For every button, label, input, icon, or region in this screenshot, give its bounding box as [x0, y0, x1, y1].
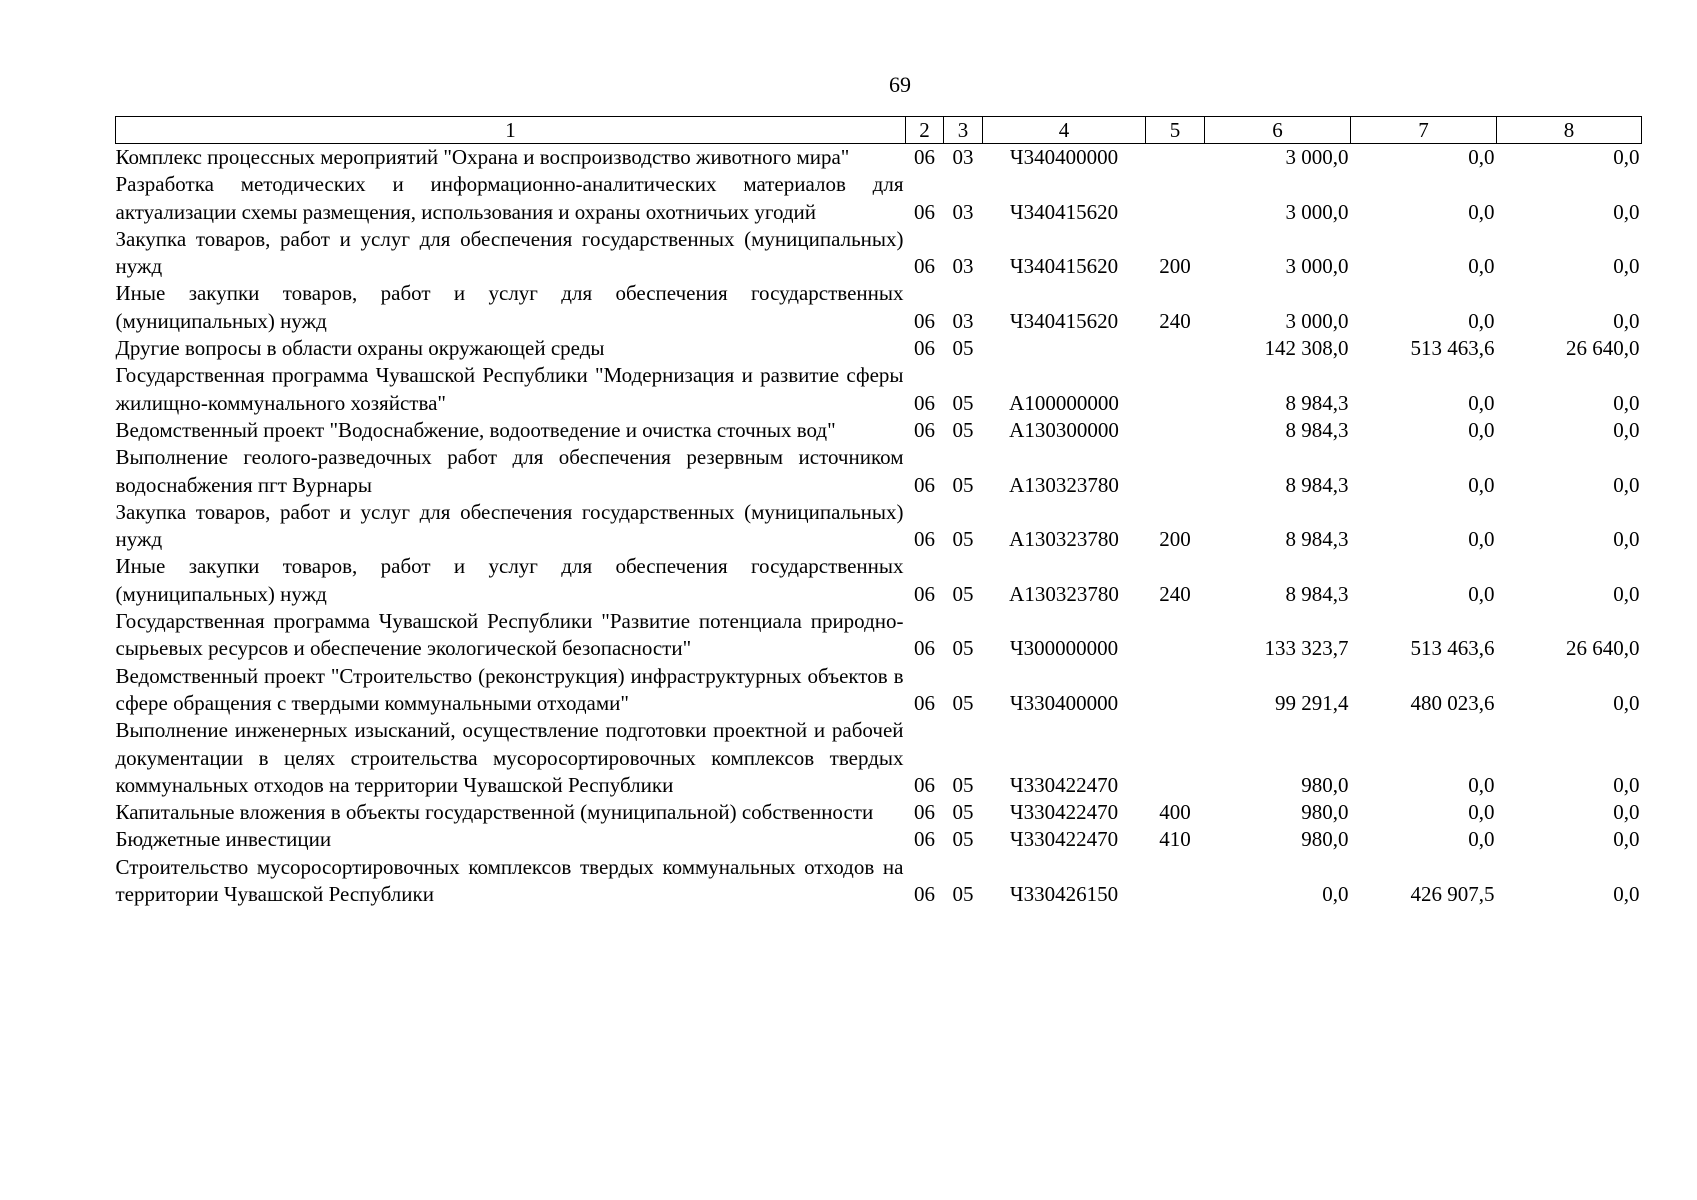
- column-header-6: 6: [1205, 117, 1351, 144]
- section-code: 06: [914, 772, 935, 797]
- expense-type-code: 240: [1159, 581, 1191, 606]
- subsection-code: 05: [952, 390, 974, 415]
- amount-col-7: 0,0: [1468, 145, 1495, 169]
- subsection-code: 05: [952, 336, 974, 361]
- budget-table: [115, 116, 1642, 908]
- row-name: Закупка товаров, работ и услуг для обеспечения государственных (муниципальных) нужд: [115, 226, 904, 279]
- amount-col-7: 0,0: [1468, 581, 1495, 606]
- subsection-code: 03: [952, 199, 974, 224]
- table-row: [116, 171, 1642, 226]
- amount-col-7: 426 907,5: [1410, 882, 1495, 907]
- amount-col-6: 8 984,3: [1285, 390, 1349, 415]
- section-code: 06: [914, 636, 935, 661]
- section-code: 06: [914, 527, 935, 552]
- subsection-code: 05: [952, 827, 974, 852]
- section-code: 06: [914, 199, 935, 224]
- amount-col-7: 0,0: [1468, 527, 1495, 552]
- table-row: [116, 553, 1642, 608]
- table-row: [116, 226, 1642, 281]
- row-name: Иные закупки товаров, работ и услуг для обеспечения государственных (муниципальных) нужд: [115, 554, 904, 606]
- section-code: 06: [914, 800, 935, 825]
- section-code: 06: [914, 336, 935, 361]
- target-article-code: А130323780: [1009, 527, 1119, 552]
- target-article-code: Ч340415620: [1009, 199, 1119, 224]
- amount-col-8: 0,0: [1613, 827, 1640, 852]
- amount-col-7: 0,0: [1468, 800, 1495, 825]
- row-name: Государственная программа Чувашской Республики "Модернизация и развитие сферы жилищно-коммунального хозяйства": [115, 363, 904, 415]
- table-row: [116, 335, 1642, 362]
- row-name: Государственная программа Чувашской Республики "Развитие потенциала природно-сырьевых ресурсов и обеспечение экологической безопасности": [115, 609, 904, 661]
- target-article-code: А130323780: [1009, 472, 1119, 497]
- amount-col-8: 0,0: [1613, 527, 1640, 552]
- amount-col-7: 0,0: [1468, 827, 1495, 852]
- column-header-4: 4: [983, 117, 1146, 144]
- subsection-code: 05: [952, 527, 974, 552]
- subsection-code: 03: [952, 254, 974, 279]
- header-row: [116, 117, 1642, 144]
- subsection-code: 05: [952, 472, 974, 497]
- column-header-7: 7: [1351, 117, 1497, 144]
- section-code: 06: [914, 472, 935, 497]
- amount-col-8: 0,0: [1613, 581, 1640, 606]
- row-name: Иные закупки товаров, работ и услуг для обеспечения государственных (муниципальных) нужд: [115, 281, 904, 333]
- row-name: Выполнение геолого-разведочных работ для обеспечения резервным источником водоснабжения пгт Вурнары: [115, 445, 904, 497]
- table-row: [116, 144, 1642, 172]
- amount-col-6: 8 984,3: [1285, 581, 1349, 606]
- target-article-code: Ч340400000: [1009, 145, 1119, 169]
- amount-col-7: 0,0: [1468, 390, 1495, 415]
- table-body: [116, 144, 1642, 909]
- subsection-code: 05: [952, 417, 974, 442]
- target-article-code: Ч330422470: [1009, 772, 1119, 797]
- section-code: 06: [914, 417, 935, 442]
- amount-col-7: 0,0: [1468, 199, 1495, 224]
- amount-col-7: 0,0: [1468, 472, 1495, 497]
- table-row: [116, 826, 1642, 853]
- expense-type-code: [1146, 417, 1205, 444]
- target-article-code: Ч330422470: [1009, 827, 1119, 852]
- table-row: [116, 417, 1642, 444]
- expense-type-code: [1146, 444, 1205, 499]
- table-row: [116, 663, 1642, 718]
- amount-col-6: 980,0: [1301, 772, 1349, 797]
- subsection-code: 05: [952, 690, 974, 715]
- target-article-code: Ч330426150: [1009, 882, 1119, 907]
- amount-col-6: 8 984,3: [1285, 472, 1349, 497]
- amount-col-7: 513 463,6: [1410, 336, 1495, 361]
- amount-col-6: 3 000,0: [1285, 308, 1349, 333]
- amount-col-8: 0,0: [1613, 772, 1640, 797]
- page-number: 69: [889, 72, 911, 97]
- table-row: [116, 444, 1642, 499]
- target-article-code: Ч340415620: [1009, 254, 1119, 279]
- expense-type-code: [1146, 717, 1205, 799]
- target-article-code: Ч340415620: [1009, 308, 1119, 333]
- subsection-code: 05: [952, 772, 974, 797]
- column-header-8: 8: [1497, 117, 1642, 144]
- row-name: Ведомственный проект "Водоснабжение, водоотведение и очистка сточных вод": [115, 417, 836, 442]
- amount-col-6: 0,0: [1322, 882, 1349, 907]
- amount-col-6: 980,0: [1301, 800, 1349, 825]
- amount-col-8: 0,0: [1613, 882, 1640, 907]
- expense-type-code: 240: [1159, 308, 1191, 333]
- target-article-code: Ч330422470: [1009, 800, 1119, 825]
- amount-col-8: 0,0: [1613, 254, 1640, 279]
- table-row: [116, 499, 1642, 554]
- amount-col-6: 3 000,0: [1285, 199, 1349, 224]
- amount-col-8: 0,0: [1613, 199, 1640, 224]
- column-header-2: 2: [906, 117, 944, 144]
- amount-col-7: 0,0: [1468, 772, 1495, 797]
- row-name: Капитальные вложения в объекты государственной (муниципальной) собственности: [115, 800, 874, 825]
- target-article-code: Ч300000000: [1009, 636, 1119, 661]
- table-row: [116, 608, 1642, 663]
- section-code: 06: [914, 308, 935, 333]
- row-name: Выполнение инженерных изысканий, осуществление подготовки проектной и рабочей документации в целях строительства мусоросортировочных комплексов твердых коммунальных отходов на территории Чувашской Республики: [115, 718, 904, 797]
- row-name: Бюджетные инвестиции: [115, 827, 332, 852]
- section-code: 06: [914, 390, 935, 415]
- subsection-code: 05: [952, 800, 974, 825]
- row-name: Ведомственный проект "Строительство (реконструкция) инфраструктурных объектов в сфере обращения с твердыми коммунальными отходами": [115, 663, 904, 715]
- table-row: [116, 854, 1642, 909]
- expense-type-code: 200: [1159, 527, 1191, 552]
- expense-type-code: [1146, 335, 1205, 362]
- section-code: 06: [914, 254, 935, 279]
- subsection-code: 05: [952, 882, 974, 907]
- amount-col-7: 0,0: [1468, 308, 1495, 333]
- expense-type-code: [1146, 144, 1205, 172]
- amount-col-7: 480 023,6: [1410, 690, 1495, 715]
- amount-col-6: 3 000,0: [1285, 145, 1349, 169]
- expense-type-code: [1146, 854, 1205, 909]
- amount-col-6: 8 984,3: [1285, 417, 1349, 442]
- row-name: Другие вопросы в области охраны окружающей среды: [115, 336, 605, 361]
- amount-col-8: 26 640,0: [1566, 636, 1640, 661]
- amount-col-8: 0,0: [1613, 690, 1640, 715]
- expense-type-code: [1146, 608, 1205, 663]
- section-code: 06: [914, 581, 935, 606]
- target-article-code: А130300000: [1009, 417, 1119, 442]
- section-code: 06: [914, 882, 935, 907]
- amount-col-8: 0,0: [1613, 417, 1640, 442]
- expense-type-code: [1146, 362, 1205, 417]
- row-name: Строительство мусоросортировочных комплексов твердых коммунальных отходов на территории Чувашской Республики: [115, 854, 904, 907]
- row-name: Комплекс процессных мероприятий "Охрана и воспроизводство животного мира": [115, 145, 850, 169]
- amount-col-6: 142 308,0: [1264, 336, 1349, 361]
- table-header: [116, 117, 1642, 144]
- target-article-code: А130323780: [1009, 581, 1119, 606]
- subsection-code: 05: [952, 636, 974, 661]
- target-article-code: А100000000: [1009, 390, 1119, 415]
- amount-col-6: 8 984,3: [1285, 527, 1349, 552]
- amount-col-6: 99 291,4: [1275, 690, 1349, 715]
- table-row: [116, 362, 1642, 417]
- amount-col-6: 980,0: [1301, 827, 1349, 852]
- amount-col-8: 0,0: [1613, 390, 1640, 415]
- column-header-5: 5: [1146, 117, 1205, 144]
- expense-type-code: 400: [1159, 800, 1191, 825]
- subsection-code: 03: [952, 308, 974, 333]
- row-name: Закупка товаров, работ и услуг для обеспечения государственных (муниципальных) нужд: [115, 499, 904, 552]
- target-article-code: Ч330400000: [1009, 690, 1119, 715]
- amount-col-8: 0,0: [1613, 472, 1640, 497]
- amount-col-6: 133 323,7: [1264, 636, 1349, 661]
- section-code: 06: [914, 827, 935, 852]
- subsection-code: 03: [952, 145, 974, 169]
- expense-type-code: [1146, 171, 1205, 226]
- expense-type-code: 200: [1159, 254, 1191, 279]
- amount-col-8: 0,0: [1613, 308, 1640, 333]
- row-name: Разработка методических и информационно-аналитических материалов для актуализации схемы размещения, использования и охраны охотничьих угодий: [115, 172, 904, 224]
- amount-col-7: 0,0: [1468, 254, 1495, 279]
- amount-col-7: 513 463,6: [1410, 636, 1495, 661]
- amount-col-8: 0,0: [1613, 145, 1640, 169]
- table-row: [116, 717, 1642, 799]
- column-header-1: 1: [116, 117, 906, 144]
- column-header-3: 3: [944, 117, 983, 144]
- section-code: 06: [914, 690, 935, 715]
- amount-col-8: 0,0: [1613, 800, 1640, 825]
- amount-col-6: 3 000,0: [1285, 254, 1349, 279]
- expense-type-code: [1146, 663, 1205, 718]
- amount-col-7: 0,0: [1468, 417, 1495, 442]
- expense-type-code: 410: [1159, 827, 1191, 852]
- table-row: [116, 799, 1642, 826]
- subsection-code: 05: [952, 581, 974, 606]
- section-code: 06: [914, 145, 935, 169]
- target-article-code: [983, 335, 1146, 362]
- amount-col-8: 26 640,0: [1566, 336, 1640, 361]
- table-row: [116, 280, 1642, 335]
